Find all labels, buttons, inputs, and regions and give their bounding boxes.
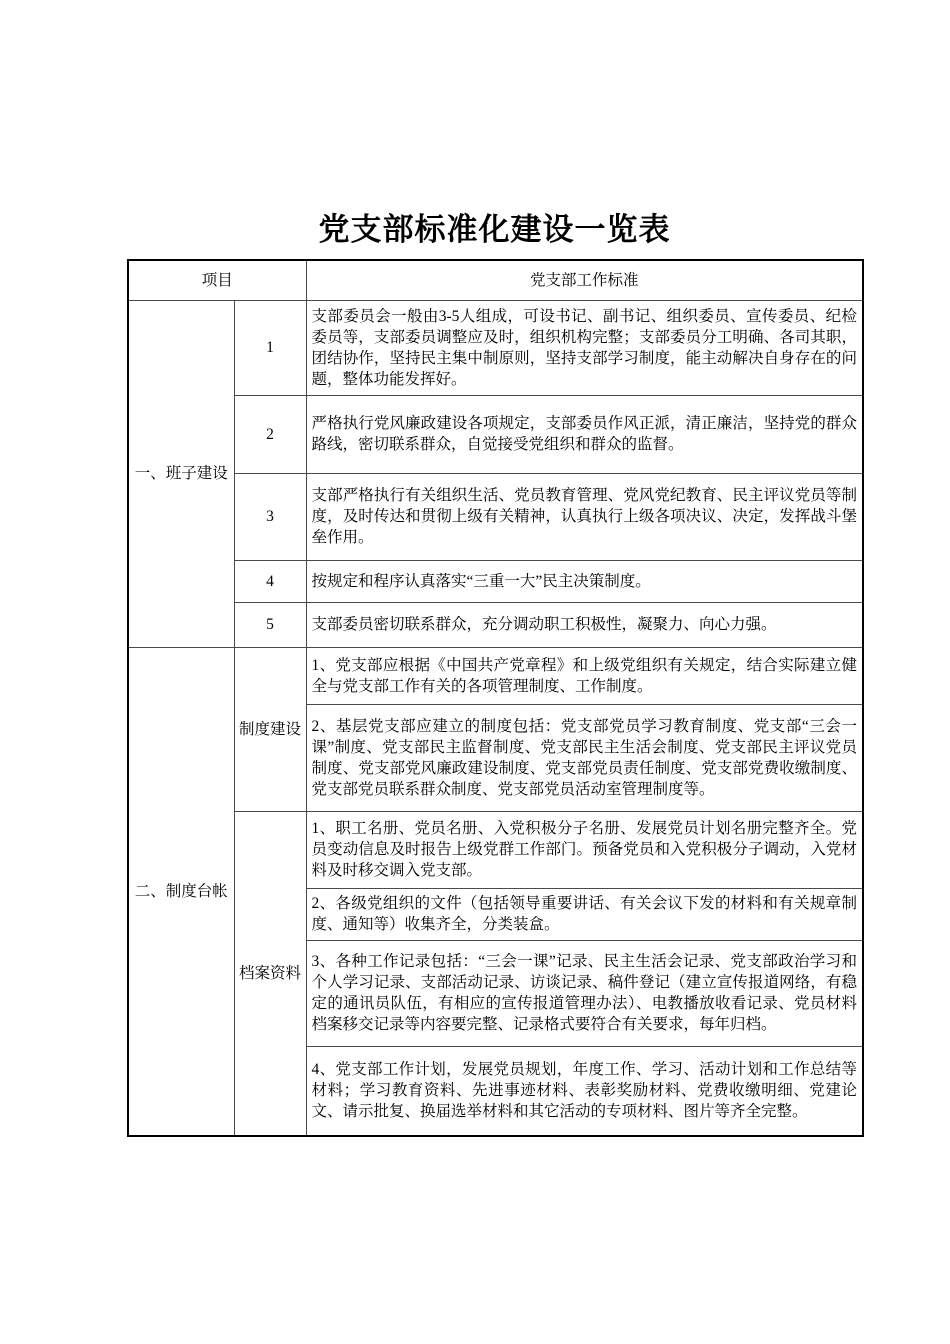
standard-text-cell: 支部严格执行有关组织生活、党员教育管理、党风党纪教育、民主评议党员等制度，及时传达和贯彻上级有关精神，认真执行上级各项决议、决定，发挥战斗堡垒作用。 — [306, 473, 863, 560]
group-label-cell: 2 — [234, 395, 306, 473]
table-row — [128, 300, 863, 395]
standards-table — [127, 259, 864, 1137]
standard-text-cell: 3、各种工作记录包括：“三会一课”记录、民主生活会记录、党支部政治学习和个人学习记录、支部活动记录、访谈记录、稿件登记（建立宣传报道网络，有稳定的通讯员队伍，有相应的宣传报道管理办法）、电教播放收看记录、党员材料档案移交记录等内容要完整、记录格式要符合有关要求，每年归档。 — [306, 940, 863, 1046]
group-label-cell: 制度建设 — [234, 647, 306, 811]
standards-table-body — [128, 260, 863, 1136]
page-title: 党支部标准化建设一览表 — [318, 212, 671, 247]
header-row — [128, 260, 863, 300]
table-row — [128, 473, 863, 560]
table-row — [128, 560, 863, 602]
table-row — [128, 647, 863, 704]
table-row — [128, 395, 863, 473]
section-label-cell: 二、制度台帐 — [128, 647, 234, 1136]
standard-text-cell: 支部委员密切联系群众，充分调动职工积极性，凝聚力、向心力强。 — [306, 602, 863, 647]
group-label-cell: 4 — [234, 560, 306, 602]
group-label-cell: 1 — [234, 300, 306, 395]
header-cell-standard: 党支部工作标准 — [306, 260, 863, 300]
standard-text-cell: 2、基层党支部应建立的制度包括：党支部党员学习教育制度、党支部“三会一课”制度、党支部民主监督制度、党支部民主生活会制度、党支部民主评议党员制度、党支部党风廉政建设制度、党支部党员责任制度、党支部党费收缴制度、党支部党员联系群众制度、党支部党员活动室管理制度等。 — [306, 704, 863, 811]
group-label-cell: 3 — [234, 473, 306, 560]
standard-text-cell: 严格执行党风廉政建设各项规定，支部委员作风正派，清正廉洁，坚持党的群众路线，密切联系群众，自觉接受党组织和群众的监督。 — [306, 395, 863, 473]
header-cell-project: 项目 — [128, 260, 306, 300]
section-label-cell: 一、班子建设 — [128, 300, 234, 647]
group-label-cell: 档案资料 — [234, 811, 306, 1136]
standard-text-cell: 4、党支部工作计划，发展党员规划，年度工作、学习、活动计划和工作总结等材料；学习教育资料、先进事迹材料、表彰奖励材料、党费收缴明细、党建论文、请示批复、换届选举材料和其它活动的专项材料、图片等齐全完整。 — [306, 1046, 863, 1136]
standard-text-cell: 1、职工名册、党员名册、入党积极分子名册、发展党员计划名册完整齐全。党员变动信息及时报告上级党群工作部门。预备党员和入党积极分子调动，入党材料及时移交调入党支部。 — [306, 811, 863, 888]
standard-text-cell: 支部委员会一般由3-5人组成，可设书记、副书记、组织委员、宣传委员、纪检委员等，支部委员调整应及时，组织机构完整；支部委员分工明确、各司其职，团结协作，坚持民主集中制原则，坚持支部学习制度，能主动解决自身存在的问题，整体功能发挥好。 — [306, 300, 863, 395]
standard-text-cell: 按规定和程序认真落实“三重一大”民主决策制度。 — [306, 560, 863, 602]
group-label-cell: 5 — [234, 602, 306, 647]
standard-text-cell: 2、各级党组织的文件（包括领导重要讲话、有关会议下发的材料和有关规章制度、通知等）收集齐全，分类装盒。 — [306, 888, 863, 940]
standard-text-cell: 1、党支部应根据《中国共产党章程》和上级党组织有关规定，结合实际建立健全与党支部工作有关的各项管理制度、工作制度。 — [306, 647, 863, 704]
table-row — [128, 811, 863, 888]
table-row — [128, 602, 863, 647]
